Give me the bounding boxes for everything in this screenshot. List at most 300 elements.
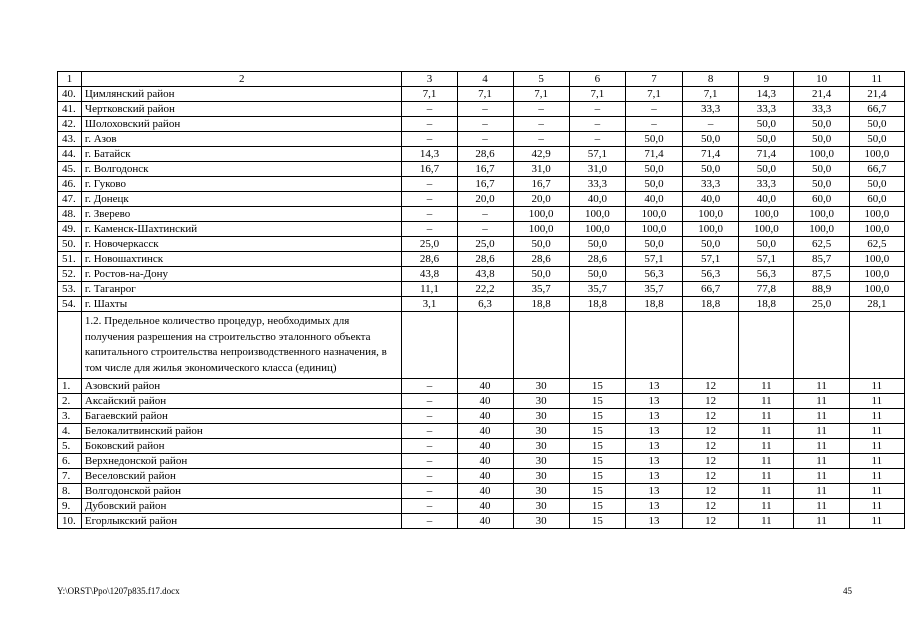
table-row (58, 147, 905, 162)
table-row (58, 514, 905, 529)
value-cell: 13 (625, 409, 682, 424)
value-cell: 28,6 (457, 252, 513, 267)
value-cell: 31,0 (513, 162, 569, 177)
value-cell: 28,6 (402, 252, 457, 267)
municipality-name-cell: г. Новошахтинск (81, 252, 402, 267)
municipality-name-cell: Аксайский район (81, 394, 402, 409)
value-cell: 60,0 (849, 192, 904, 207)
value-cell: 11 (739, 394, 794, 409)
value-cell: 71,4 (739, 147, 794, 162)
value-cell: 30 (513, 454, 569, 469)
value-cell: 50,0 (849, 177, 904, 192)
value-cell: 100,0 (739, 207, 794, 222)
row-number-cell: 51. (58, 252, 82, 267)
value-cell: 11 (794, 514, 849, 529)
municipality-name-cell: Цимлянский район (81, 87, 402, 102)
value-cell: 13 (625, 394, 682, 409)
value-cell: 100,0 (739, 222, 794, 237)
value-cell: 11 (794, 469, 849, 484)
value-cell: 11 (739, 499, 794, 514)
value-cell: – (402, 379, 457, 394)
value-cell: 12 (683, 454, 739, 469)
municipality-name-cell: г. Каменск-Шахтинский (81, 222, 402, 237)
row-number-cell: 3. (58, 409, 82, 424)
value-cell: 50,0 (849, 132, 904, 147)
row-number-cell: 1. (58, 379, 82, 394)
value-cell: 30 (513, 469, 569, 484)
value-cell: – (457, 207, 513, 222)
value-cell: 21,4 (794, 87, 849, 102)
value-cell: 50,0 (794, 132, 849, 147)
value-cell: 50,0 (794, 117, 849, 132)
value-cell: – (402, 469, 457, 484)
value-cell: 18,8 (513, 297, 569, 312)
value-cell: 30 (513, 514, 569, 529)
municipality-name-cell: Азовский район (81, 379, 402, 394)
municipality-name-cell: Шолоховский район (81, 117, 402, 132)
row-number-cell: 50. (58, 237, 82, 252)
table-row (58, 282, 905, 297)
column-number-cell: 4 (457, 72, 513, 87)
value-cell: 50,0 (569, 267, 625, 282)
row-number-cell: 52. (58, 267, 82, 282)
value-cell: – (402, 409, 457, 424)
value-cell: 100,0 (849, 282, 904, 297)
table-row (58, 237, 905, 252)
value-cell: 66,7 (849, 102, 904, 117)
table-row (58, 207, 905, 222)
row-number-cell: 8. (58, 484, 82, 499)
value-cell: 100,0 (513, 222, 569, 237)
value-cell: 60,0 (794, 192, 849, 207)
column-number-cell: 1 (58, 72, 82, 87)
value-cell: 13 (625, 469, 682, 484)
value-cell: 7,1 (569, 87, 625, 102)
column-number-cell: 7 (625, 72, 682, 87)
table-row (58, 222, 905, 237)
empty-cell (849, 312, 904, 379)
municipality-name-cell: г. Шахты (81, 297, 402, 312)
table-row (58, 297, 905, 312)
municipality-name-cell: г. Зверево (81, 207, 402, 222)
value-cell: 30 (513, 484, 569, 499)
value-cell: 15 (569, 499, 625, 514)
value-cell: 12 (683, 484, 739, 499)
value-cell: 16,7 (402, 162, 457, 177)
value-cell: 50,0 (683, 162, 739, 177)
value-cell: 30 (513, 379, 569, 394)
value-cell: 18,8 (625, 297, 682, 312)
value-cell: 20,0 (457, 192, 513, 207)
value-cell: 16,7 (457, 177, 513, 192)
value-cell: 100,0 (683, 207, 739, 222)
row-number-cell: 42. (58, 117, 82, 132)
value-cell: 100,0 (849, 207, 904, 222)
value-cell: 12 (683, 409, 739, 424)
value-cell: 43,8 (402, 267, 457, 282)
column-number-cell: 2 (81, 72, 402, 87)
value-cell: 100,0 (625, 222, 682, 237)
value-cell: 18,8 (569, 297, 625, 312)
value-cell: 12 (683, 499, 739, 514)
value-cell: – (457, 132, 513, 147)
value-cell: 40 (457, 454, 513, 469)
value-cell: 11 (794, 484, 849, 499)
section-heading-cell: 1.2. Предельное количество процедур, необходимых для получения разрешения на строительство эталонного объекта капитального строительства непроизводственного назначения, в том числе для жилья экономического класса (единиц) (81, 312, 402, 379)
table-row (58, 162, 905, 177)
value-cell: 56,3 (625, 267, 682, 282)
value-cell: 50,0 (625, 177, 682, 192)
value-cell: 50,0 (683, 132, 739, 147)
column-number-cell: 9 (739, 72, 794, 87)
value-cell: 43,8 (457, 267, 513, 282)
value-cell: 57,1 (569, 147, 625, 162)
value-cell: 87,5 (794, 267, 849, 282)
value-cell: 50,0 (683, 237, 739, 252)
value-cell: 11 (739, 439, 794, 454)
value-cell: 11 (739, 409, 794, 424)
value-cell: 18,8 (683, 297, 739, 312)
row-number-cell: 2. (58, 394, 82, 409)
municipality-name-cell: Белокалитвинский район (81, 424, 402, 439)
value-cell: 15 (569, 514, 625, 529)
empty-cell (794, 312, 849, 379)
table-row (58, 409, 905, 424)
value-cell: 7,1 (457, 87, 513, 102)
value-cell: 11 (794, 424, 849, 439)
municipality-name-cell: Волгодонской район (81, 484, 402, 499)
value-cell: – (402, 102, 457, 117)
value-cell: 100,0 (794, 207, 849, 222)
table-row (58, 192, 905, 207)
value-cell: – (513, 117, 569, 132)
municipality-name-cell: Веселовский район (81, 469, 402, 484)
municipality-name-cell: г. Таганрог (81, 282, 402, 297)
municipality-name-cell: г. Батайск (81, 147, 402, 162)
value-cell: 12 (683, 394, 739, 409)
value-cell: 62,5 (849, 237, 904, 252)
table-row (58, 439, 905, 454)
value-cell: 13 (625, 499, 682, 514)
value-cell: – (402, 499, 457, 514)
page-number: 45 (843, 586, 852, 596)
value-cell: 11 (739, 454, 794, 469)
empty-cell (513, 312, 569, 379)
empty-cell (683, 312, 739, 379)
value-cell: 11 (794, 439, 849, 454)
table-row (58, 484, 905, 499)
value-cell: – (457, 117, 513, 132)
row-number-cell: 48. (58, 207, 82, 222)
municipality-name-cell: г. Волгодонск (81, 162, 402, 177)
value-cell: 100,0 (569, 207, 625, 222)
value-cell: 56,3 (739, 267, 794, 282)
value-cell: 100,0 (625, 207, 682, 222)
row-number-cell: 45. (58, 162, 82, 177)
value-cell: 35,7 (625, 282, 682, 297)
value-cell: 15 (569, 469, 625, 484)
value-cell: 40,0 (625, 192, 682, 207)
value-cell: 12 (683, 424, 739, 439)
value-cell: 11 (739, 424, 794, 439)
value-cell: 28,1 (849, 297, 904, 312)
value-cell: – (457, 222, 513, 237)
value-cell: 13 (625, 424, 682, 439)
section-heading-row (58, 312, 905, 379)
value-cell: 13 (625, 379, 682, 394)
municipality-name-cell: Чертковский район (81, 102, 402, 117)
municipality-name-cell: Багаевский район (81, 409, 402, 424)
value-cell: 100,0 (683, 222, 739, 237)
table-row (58, 252, 905, 267)
value-cell: – (402, 424, 457, 439)
municipality-name-cell: г. Новочеркасск (81, 237, 402, 252)
value-cell: 71,4 (683, 147, 739, 162)
table-row (58, 117, 905, 132)
value-cell: 57,1 (683, 252, 739, 267)
municipality-name-cell: г. Гуково (81, 177, 402, 192)
value-cell: – (569, 102, 625, 117)
value-cell: 11 (794, 499, 849, 514)
value-cell: 57,1 (739, 252, 794, 267)
value-cell: 66,7 (683, 282, 739, 297)
row-number-cell: 44. (58, 147, 82, 162)
value-cell: 11 (849, 439, 904, 454)
value-cell: 30 (513, 394, 569, 409)
value-cell: 31,0 (569, 162, 625, 177)
value-cell: 100,0 (849, 147, 904, 162)
value-cell: 7,1 (625, 87, 682, 102)
value-cell: 30 (513, 424, 569, 439)
empty-cell (625, 312, 682, 379)
value-cell: 50,0 (794, 162, 849, 177)
value-cell: 11 (849, 514, 904, 529)
value-cell: 33,3 (569, 177, 625, 192)
value-cell: 7,1 (513, 87, 569, 102)
value-cell: 13 (625, 514, 682, 529)
empty-cell (457, 312, 513, 379)
value-cell: – (625, 117, 682, 132)
row-number-cell: 10. (58, 514, 82, 529)
value-cell: 100,0 (569, 222, 625, 237)
value-cell: 40 (457, 379, 513, 394)
value-cell: 100,0 (794, 147, 849, 162)
value-cell: 11 (739, 379, 794, 394)
value-cell: 42,9 (513, 147, 569, 162)
value-cell: 16,7 (457, 162, 513, 177)
value-cell: 11 (794, 379, 849, 394)
value-cell: 30 (513, 439, 569, 454)
table-row (58, 394, 905, 409)
value-cell: – (625, 102, 682, 117)
value-cell: 33,3 (739, 177, 794, 192)
value-cell: 100,0 (849, 267, 904, 282)
value-cell: – (569, 117, 625, 132)
value-cell: 56,3 (683, 267, 739, 282)
row-number-cell: 5. (58, 439, 82, 454)
value-cell: 22,2 (457, 282, 513, 297)
value-cell: 15 (569, 424, 625, 439)
column-number-cell: 5 (513, 72, 569, 87)
value-cell: 25,0 (794, 297, 849, 312)
value-cell: 15 (569, 379, 625, 394)
value-cell: 50,0 (739, 117, 794, 132)
value-cell: 15 (569, 439, 625, 454)
value-cell: 100,0 (513, 207, 569, 222)
row-number-cell: 4. (58, 424, 82, 439)
value-cell: 13 (625, 439, 682, 454)
value-cell: 50,0 (513, 237, 569, 252)
value-cell: 12 (683, 514, 739, 529)
value-cell: 14,3 (402, 147, 457, 162)
value-cell: 40,0 (569, 192, 625, 207)
value-cell: 15 (569, 484, 625, 499)
value-cell: 11 (739, 514, 794, 529)
value-cell: 40 (457, 394, 513, 409)
row-number-cell: 6. (58, 454, 82, 469)
column-number-cell: 8 (683, 72, 739, 87)
row-number-cell: 53. (58, 282, 82, 297)
value-cell: 40,0 (683, 192, 739, 207)
value-cell: 28,6 (457, 147, 513, 162)
row-number-cell: 7. (58, 469, 82, 484)
municipality-name-cell: Верхнедонской район (81, 454, 402, 469)
data-table (57, 71, 905, 529)
row-number-cell: 43. (58, 132, 82, 147)
row-number-cell: 47. (58, 192, 82, 207)
value-cell: 66,7 (849, 162, 904, 177)
value-cell: 11 (849, 499, 904, 514)
value-cell: 100,0 (849, 222, 904, 237)
value-cell: 18,8 (739, 297, 794, 312)
value-cell: 12 (683, 379, 739, 394)
value-cell: 50,0 (625, 237, 682, 252)
value-cell: – (457, 102, 513, 117)
value-cell: 11 (794, 394, 849, 409)
row-number-cell: 49. (58, 222, 82, 237)
table-row (58, 454, 905, 469)
empty-cell (739, 312, 794, 379)
value-cell: – (569, 132, 625, 147)
row-number-cell: 41. (58, 102, 82, 117)
value-cell: 100,0 (794, 222, 849, 237)
table-row (58, 424, 905, 439)
value-cell: 21,4 (849, 87, 904, 102)
value-cell: 57,1 (625, 252, 682, 267)
value-cell: 50,0 (849, 117, 904, 132)
value-cell: 11 (849, 394, 904, 409)
value-cell: 40,0 (739, 192, 794, 207)
value-cell: 11 (849, 379, 904, 394)
value-cell: 40 (457, 469, 513, 484)
value-cell: – (402, 207, 457, 222)
value-cell: 12 (683, 439, 739, 454)
footer-file-path: Y:\ORST\Ppo\1207p835.f17.docx (57, 586, 180, 596)
value-cell: 40 (457, 514, 513, 529)
value-cell: 30 (513, 499, 569, 514)
value-cell: 40 (457, 439, 513, 454)
table-row (58, 267, 905, 282)
row-number-cell: 46. (58, 177, 82, 192)
value-cell: 100,0 (849, 252, 904, 267)
value-cell: 33,3 (683, 102, 739, 117)
value-cell: – (402, 484, 457, 499)
table-row (58, 499, 905, 514)
value-cell: – (402, 192, 457, 207)
column-number-cell: 10 (794, 72, 849, 87)
value-cell: 40 (457, 499, 513, 514)
column-number-cell: 3 (402, 72, 457, 87)
value-cell: 33,3 (794, 102, 849, 117)
value-cell: 15 (569, 394, 625, 409)
value-cell: – (402, 514, 457, 529)
value-cell: 11 (794, 454, 849, 469)
municipality-name-cell: г. Ростов-на-Дону (81, 267, 402, 282)
value-cell: 50,0 (739, 237, 794, 252)
table-row (58, 177, 905, 192)
value-cell: 11 (849, 454, 904, 469)
value-cell: 50,0 (625, 162, 682, 177)
value-cell: 28,6 (513, 252, 569, 267)
column-number-cell: 6 (569, 72, 625, 87)
value-cell: – (402, 117, 457, 132)
value-cell: 30 (513, 409, 569, 424)
value-cell: 11 (849, 484, 904, 499)
value-cell: 15 (569, 454, 625, 469)
value-cell: 11,1 (402, 282, 457, 297)
value-cell: 40 (457, 409, 513, 424)
value-cell: 11 (849, 409, 904, 424)
value-cell: 25,0 (457, 237, 513, 252)
value-cell: 50,0 (513, 267, 569, 282)
column-number-cell: 11 (849, 72, 904, 87)
value-cell: – (683, 117, 739, 132)
value-cell: 11 (739, 469, 794, 484)
value-cell: 50,0 (569, 237, 625, 252)
row-number-cell: 54. (58, 297, 82, 312)
value-cell: 88,9 (794, 282, 849, 297)
table-row (58, 132, 905, 147)
value-cell: – (513, 102, 569, 117)
value-cell: 11 (849, 469, 904, 484)
header-row (58, 72, 905, 87)
value-cell: 28,6 (569, 252, 625, 267)
value-cell: 14,3 (739, 87, 794, 102)
value-cell: 50,0 (794, 177, 849, 192)
value-cell: – (402, 454, 457, 469)
value-cell: 3,1 (402, 297, 457, 312)
table-row (58, 469, 905, 484)
value-cell: – (402, 394, 457, 409)
table-row (58, 379, 905, 394)
empty-cell (58, 312, 82, 379)
value-cell: 13 (625, 454, 682, 469)
value-cell: – (402, 132, 457, 147)
value-cell: 7,1 (402, 87, 457, 102)
value-cell: 15 (569, 409, 625, 424)
table-row (58, 87, 905, 102)
row-number-cell: 9. (58, 499, 82, 514)
empty-cell (569, 312, 625, 379)
table-row (58, 102, 905, 117)
value-cell: 11 (849, 424, 904, 439)
municipality-name-cell: Егорлыкский район (81, 514, 402, 529)
value-cell: 62,5 (794, 237, 849, 252)
value-cell: 35,7 (513, 282, 569, 297)
municipality-name-cell: Боковский район (81, 439, 402, 454)
value-cell: 16,7 (513, 177, 569, 192)
value-cell: 85,7 (794, 252, 849, 267)
